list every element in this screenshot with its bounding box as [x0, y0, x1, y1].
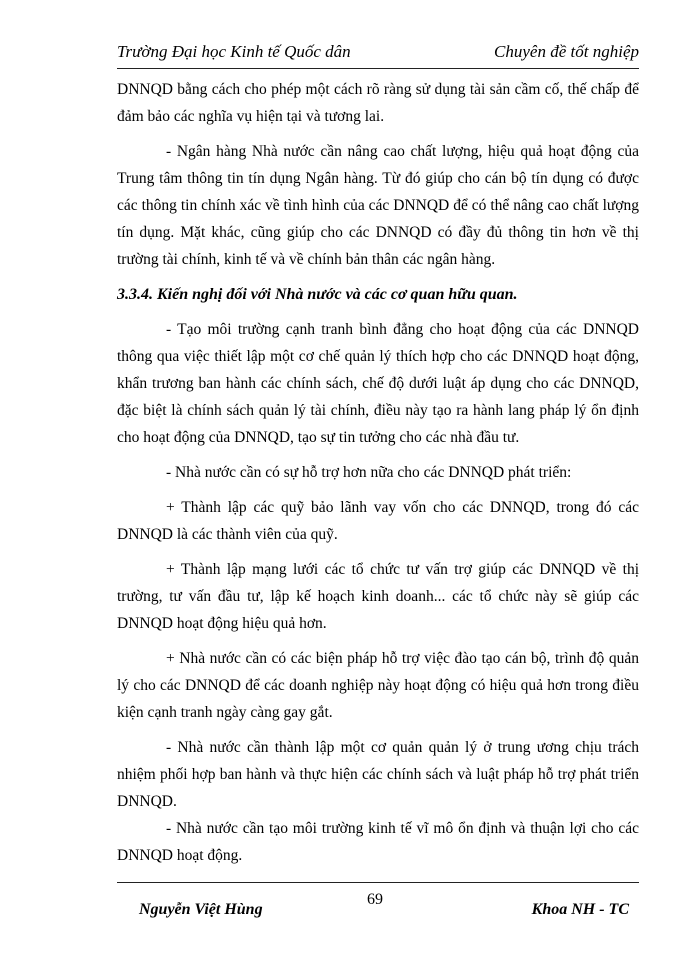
page-header: [117, 40, 639, 69]
paragraph-guarantee-funds: + Thành lập các quỹ bảo lãnh vay vốn cho các DNNQD, trong đó các DNNQD là các thành viên của quỹ.: [117, 499, 639, 543]
page-body: [117, 76, 639, 877]
footer-author: Nguyễn Việt Hùng: [139, 901, 263, 918]
paragraph-continuation: DNNQD bằng cách cho phép một cách rõ ràng sử dụng tài sản cầm cố, thế chấp để đảm bảo các nghĩa vụ hiện tại và tương lai.: [117, 81, 639, 125]
header-document-type: Chuyên đề tốt nghiệp: [494, 42, 639, 61]
paragraph-consulting-network: + Thành lập mạng lưới các tổ chức tư vấn trợ giúp các DNNQD về thị trường, tư vấn đầu tư, lập kế hoạch kinh doanh... các tổ chức này sẽ giúp các DNNQD hoạt động hiệu quả hơn.: [117, 561, 639, 632]
section-heading: 3.3.4. Kiến nghị đối với Nhà nước và các cơ quan hữu quan.: [117, 286, 518, 303]
footer-department: Khoa NH - TC: [531, 901, 629, 918]
page-footer: [117, 882, 639, 919]
paragraph-central-agency: - Nhà nước cần thành lập một cơ quản quản lý ở trung ương chịu trách nhiệm phối hợp ban hành và thực hiện các chính sách và luật pháp hỗ trợ phát triển DNNQD.: [117, 739, 639, 810]
paragraph-state-support: - Nhà nước cần có sự hỗ trợ hơn nữa cho các DNNQD phát triển:: [166, 464, 572, 481]
header-university: Trường Đại học Kinh tế Quốc dân: [117, 42, 351, 61]
paragraph-training-support: + Nhà nước cần có các biện pháp hỗ trợ việc đào tạo cán bộ, trình độ quản lý cho các DNNQD để các doanh nghiệp này hoạt động có hiệu quả hơn trong điều kiện cạnh tranh ngày càng gay gắt.: [117, 650, 639, 721]
paragraph-macro-environment: - Nhà nước cần tạo môi trường kinh tế vĩ mô ổn định và thuận lợi cho các DNNQD hoạt động.: [117, 820, 639, 864]
page-number: 69: [367, 891, 383, 908]
paragraph-credit-info-center: - Ngân hàng Nhà nước cần nâng cao chất lượng, hiệu quả hoạt động của Trung tâm thông tin tín dụng Ngân hàng. Từ đó giúp cho cán bộ tín dụng có được các thông tin chính xác về tình hình của các DNNQD để có thể nâng cao chất lượng tín dụng. Mặt khác, cũng giúp cho các DNNQD có đầy đủ thông tin hơn về thị trường tài chính, kinh tế và về chính bản thân các ngân hàng.: [117, 143, 639, 268]
paragraph-competitive-environment: - Tạo môi trường cạnh tranh bình đẳng cho hoạt động của các DNNQD thông qua việc thiết lập một cơ chế quản lý thích hợp cho các DNNQD hoạt động, khẩn trương ban hành các chính sách, chế độ dưới luật áp dụng cho các DNNQD, đặc biệt là chính sách quản lý tài chính, điều này tạo ra hành lang pháp lý ổn định cho hoạt động của DNNQD, tạo sự tin tưởng cho các nhà đầu tư.: [117, 321, 639, 446]
